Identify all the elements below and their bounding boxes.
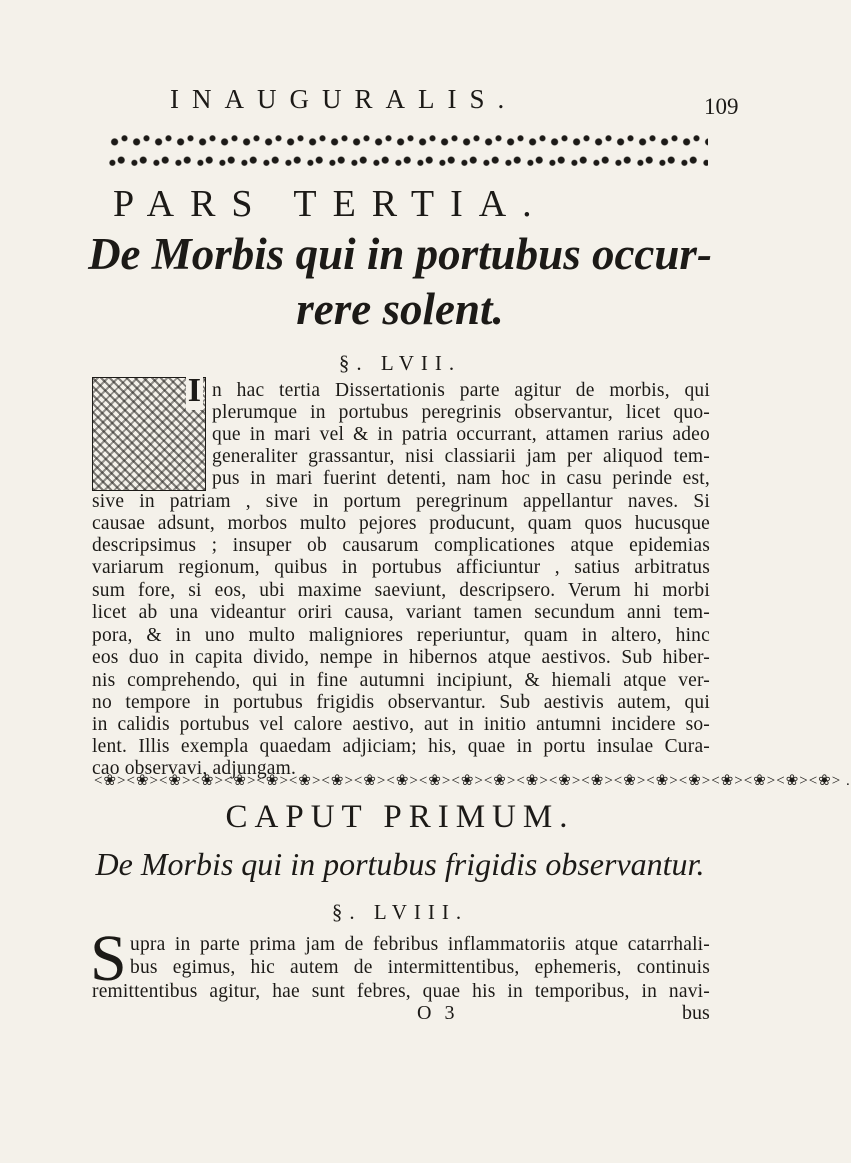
body-line: n hac tertia Dissertationis parte agitur de morbis, qui bbox=[212, 380, 710, 401]
body-line: licet ab una videantur oriri causa, variant tamen secundum anni tem- bbox=[92, 602, 710, 623]
body-line: pora, & in uno multo maligniores reperiuntur, quam in altero, hinc bbox=[92, 625, 710, 646]
ornamental-divider: <❀><❀><❀><❀><❀><❀><❀><❀><❀><❀><❀><❀><❀><❀><❀><❀><❀><❀><❀><❀><❀><❀><❀> . bbox=[94, 773, 851, 789]
body-line: remittentibus agitur, hae sunt febres, quae his in temporibus, in navi- bbox=[92, 981, 710, 1002]
body-line: lent. Illis exempla quaedam adjiciam; his, quae in portu insulae Cura- bbox=[92, 736, 710, 757]
body-line: pus in mari fuerint detenti, nam hoc in casu perinde est, bbox=[212, 468, 710, 489]
caput-subheading: De Morbis qui in portubus frigidis observantur. bbox=[95, 846, 705, 882]
part-heading-line-1: De Morbis qui in portubus occur- bbox=[88, 229, 712, 279]
part-heading-line-2: rere solent. bbox=[296, 284, 504, 334]
initial-letter: S bbox=[90, 922, 127, 995]
part-title: PARS TERTIA. bbox=[113, 183, 548, 225]
body-line: eos duo in capita divido, nempe in hibernos atque aestivos. Sub hiber- bbox=[92, 647, 710, 668]
body-line: nis comprehendo, qui in fine autumni incipiunt, & hiemali atque ver- bbox=[92, 670, 710, 691]
page-number: 109 bbox=[704, 94, 739, 119]
body-line: causae adsunt, morbos multo pejores producunt, quam quos hucusque bbox=[92, 513, 710, 534]
body-line: upra in parte prima jam de febribus inflammatoriis atque catarrhali- bbox=[130, 934, 710, 955]
body-line: generaliter grassantur, nisi classiarii jam per aliquod tem- bbox=[212, 446, 710, 467]
body-line: no tempore in portubus frigidis observantur. Sub aestivis autem, qui bbox=[92, 692, 710, 713]
section-mark-58: §. LVIII. bbox=[331, 900, 469, 924]
body-line: variarum regionum, quibus in portubus afficiuntur , satius arbitratus bbox=[92, 557, 710, 578]
body-line: descripsimus ; insuper ob causarum complicationes atque epidemias bbox=[92, 535, 710, 556]
body-line: plerumque in portubus peregrinis observantur, licet quo- bbox=[212, 402, 710, 423]
signature-mark: O 3 bbox=[417, 1002, 459, 1024]
section-mark-57: §. LVII. bbox=[338, 351, 462, 375]
body-line: bus egimus, hic autem de intermittentibus, ephemeris, continuis bbox=[130, 957, 710, 978]
body-line: sum fore, si eos, ubi maxime saeviunt, descripsero. Verum hi morbi bbox=[92, 580, 710, 601]
decorated-initial-letter: I bbox=[187, 372, 201, 409]
running-title: INAUGURALIS. bbox=[170, 84, 518, 114]
body-line: cao observavi, adjungam. bbox=[92, 758, 297, 779]
body-line: in calidis portubus vel calore aestivo, aut in initio antumni incidere so- bbox=[92, 714, 710, 735]
catchword: bus bbox=[682, 1002, 710, 1024]
caput-title: CAPUT PRIMUM. bbox=[225, 799, 575, 835]
body-line: sive in patriam , sive in portum peregrinum appellantur naves. Si bbox=[92, 491, 710, 512]
body-line: que in mari vel & in patria occurrant, attamen rarius adeo bbox=[212, 424, 710, 445]
